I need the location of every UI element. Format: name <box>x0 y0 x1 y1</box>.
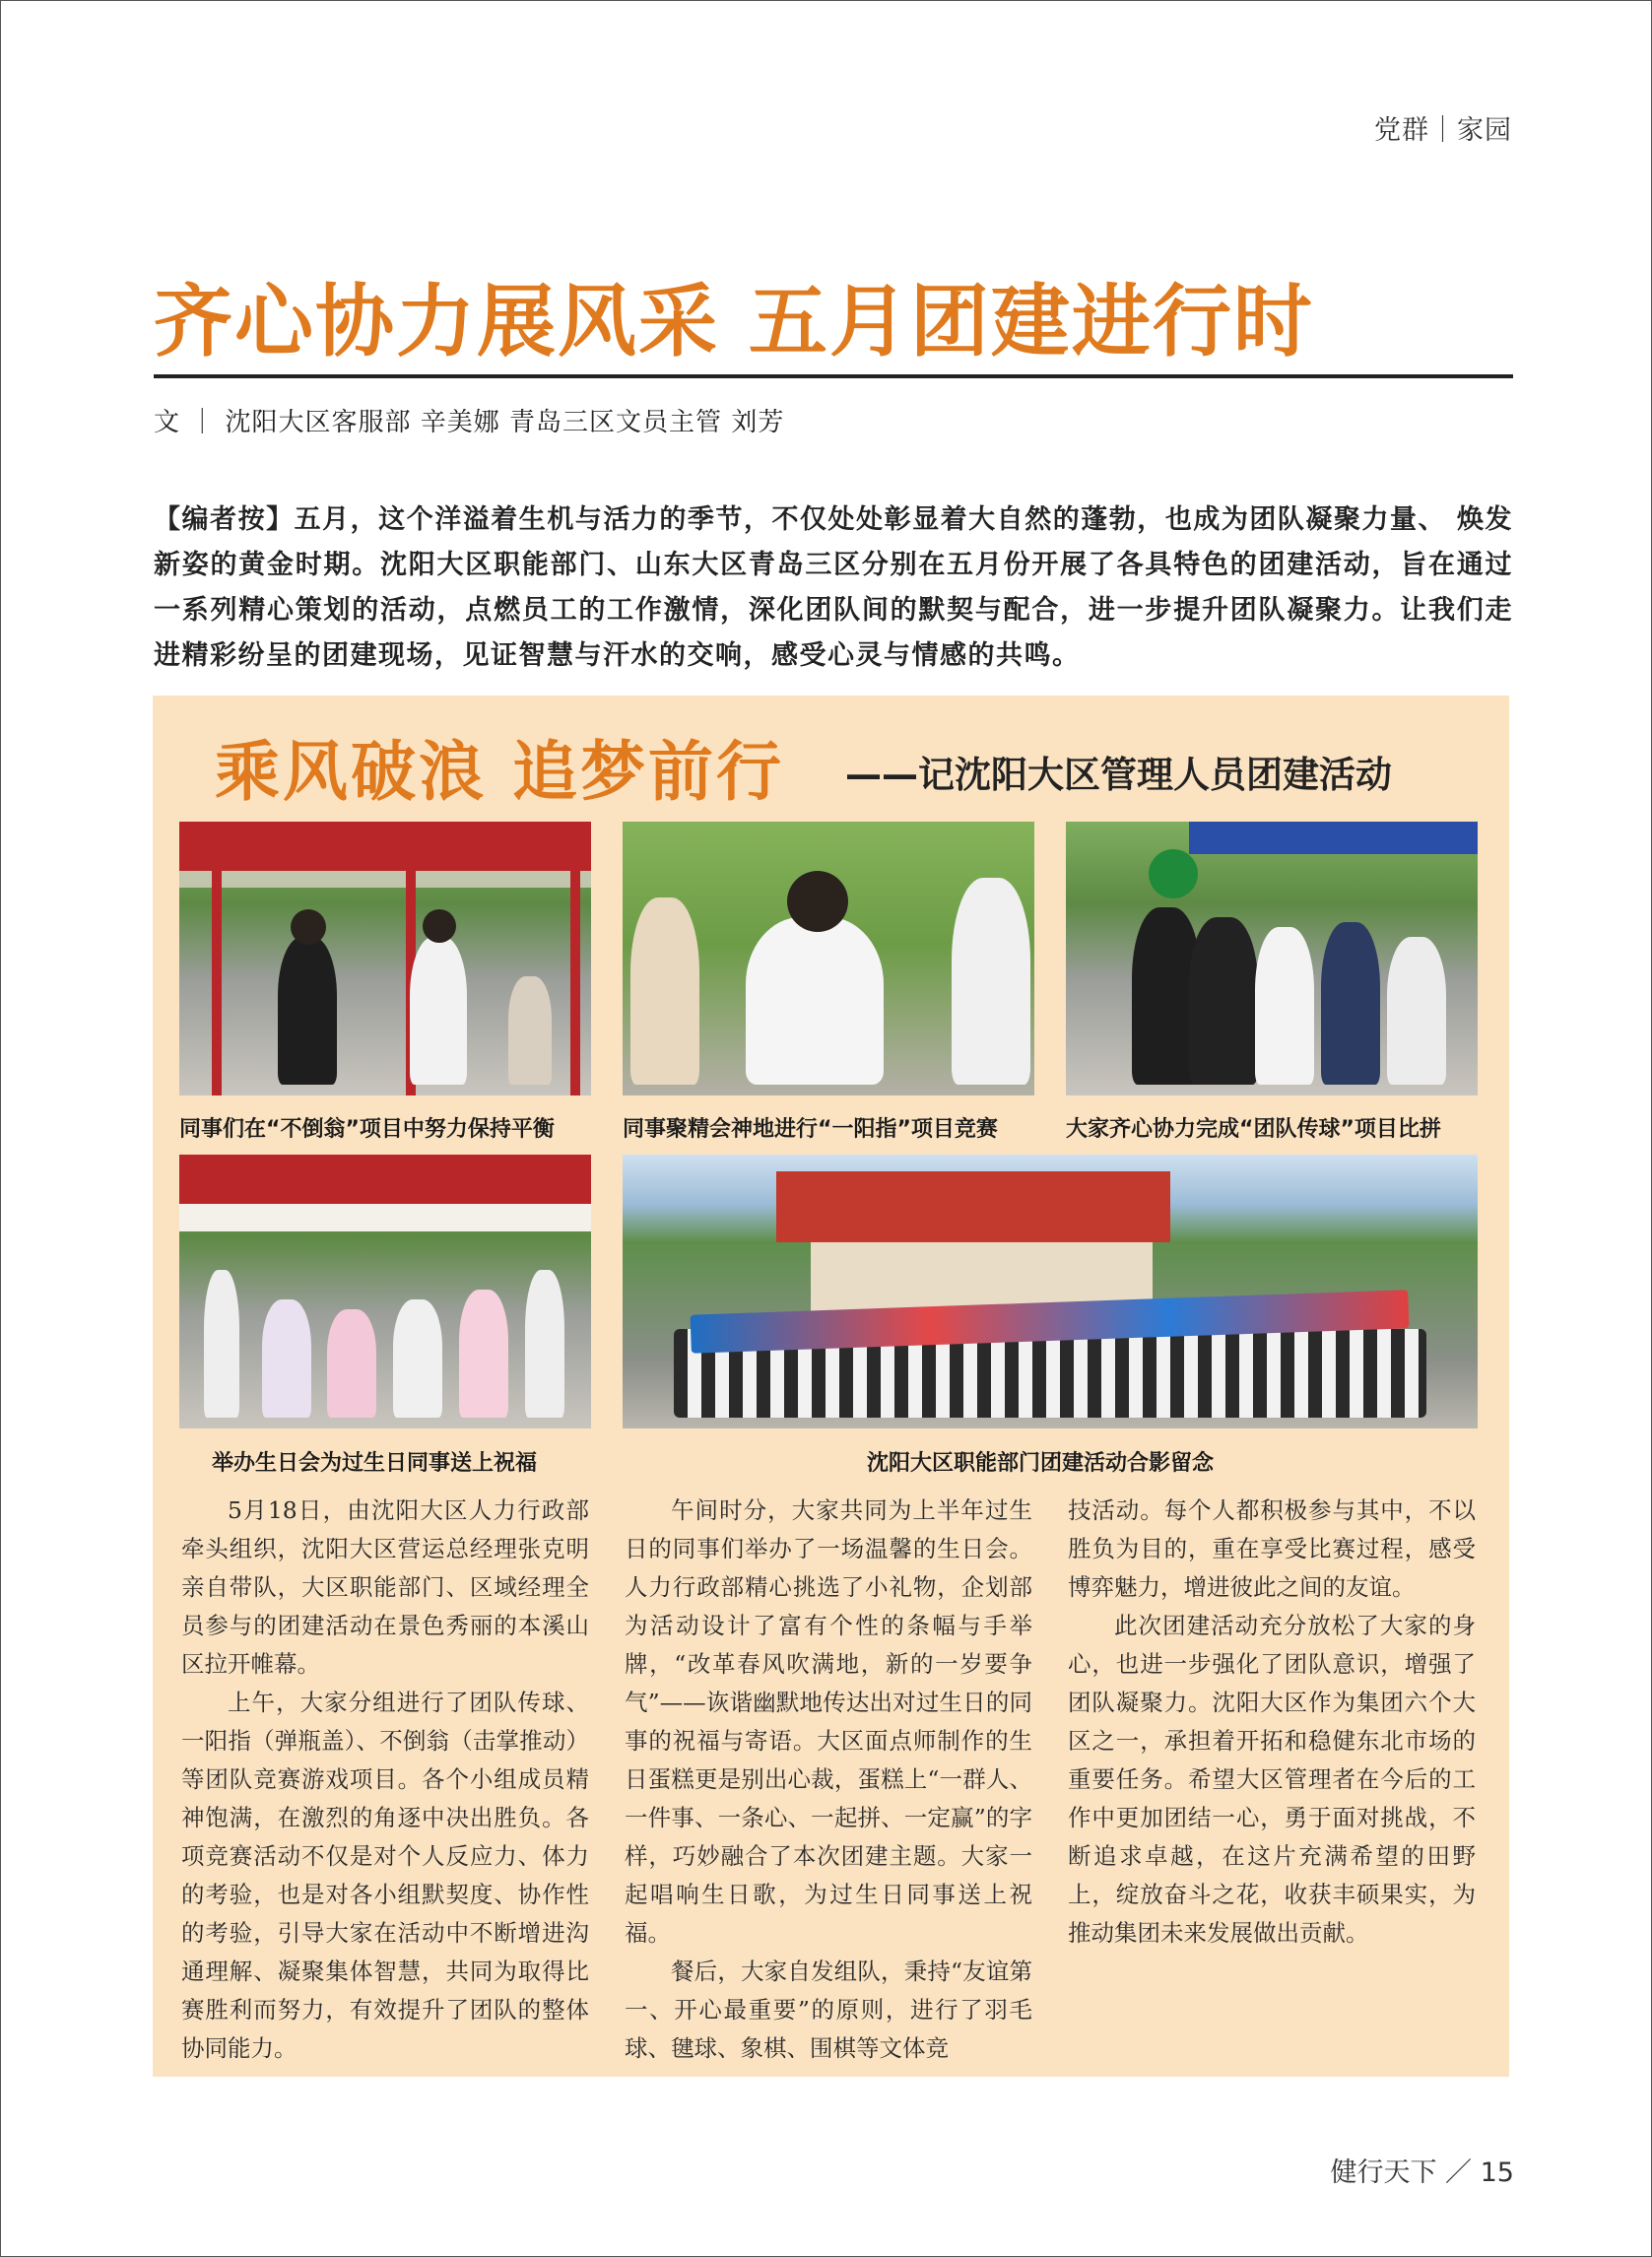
photo-birthday-party <box>179 1155 591 1428</box>
editor-note: 【编者按】五月，这个洋溢着生机与活力的季节，不仅处处彰显着大自然的蓬勃，也成为团队凝聚力量、 焕发新姿的黄金时期。沈阳大区职能部门、山东大区青岛三区分别在五月份开展了各具特色的团建活动，旨在通过一系列精心策划的活动，点燃员工的工作激情，深化团队间的默契与配合，进一步提升团队凝聚力。让我们走进精彩纷呈的团建现场，见证智慧与汗水的交响，感受心灵与情感的共鸣。 <box>154 504 1513 671</box>
photo-tumbler-game <box>179 822 591 1095</box>
paragraph: 午间时分，大家共同为上半年过生日的同事们举办了一场温馨的生日会。人力行政部精心挑选了小礼物，企划部为活动设计了富有个性的条幅与手举牌，“改革春风吹满地，新的一岁要争气”——诙谐幽默地传达出对过生日的同事的祝福与寄语。大区面点师制作的生日蛋糕更是别出心裁，蛋糕上“一群人、一件事、一条心、一起拼、一定赢”的字样，巧妙融合了本次团建主题。大家一起唱响生日歌，为过生日同事送上祝福。 <box>625 1496 1032 1947</box>
photo-bottlecap-game <box>623 822 1034 1095</box>
paragraph: 技活动。每个人都积极参与其中，不以胜负为目的，重在享受比赛过程，感受博弈魅力，增进彼此之间的友谊。 <box>1068 1496 1476 1601</box>
caption-photo-3: 大家齐心协力完成“团队传球”项目比拼 <box>1066 1117 1441 1142</box>
caption-photo-2: 同事聚精会神地进行“一阳指”项目竞赛 <box>623 1117 998 1142</box>
article-title: 齐心协力展风采 五月团建进行时 <box>154 275 1314 367</box>
body-column-1 <box>181 1492 589 2068</box>
section-tag: 党群｜家园 <box>1374 115 1512 146</box>
page-footer: 健行天下 ／ 15 <box>1330 2157 1514 2188</box>
photo-group-banner <box>623 1155 1478 1428</box>
paragraph: 餐后，大家自发组队，秉持“友谊第一、开心最重要”的原则，进行了羽毛球、毽球、象棋、围棋等文体竞 <box>625 1958 1032 2062</box>
caption-photo-4: 举办生日会为过生日同事送上祝福 <box>212 1451 538 1476</box>
body-column-2 <box>625 1492 1032 2068</box>
paragraph: 上午，大家分组进行了团队传球、一阳指（弹瓶盖）、不倒翁（击掌推动）等团队竞赛游戏项目。各个小组成员精神饱满，在激烈的角逐中决出胜负。各项竞赛活动不仅是对个人反应力、体力的考验，也是对各小组默契度、协作性的考验，引导大家在活动中不断增进沟通理解、凝聚集体智慧，共同为取得比赛胜利而努力，有效提升了团队的整体协同能力。 <box>181 1689 589 2062</box>
paragraph: 此次团建活动充分放松了大家的身心，也进一步强化了团队意识，增强了团队凝聚力。沈阳大区作为集团六个大区之一，承担着开拓和稳健东北市场的重要任务。希望大区管理者在今后的工作中更加团结一心，勇于面对挑战，不断追求卓越，在这片充满希望的田野上，绽放奋斗之花，收获丰硕果实，为推动集团未来发展做出贡献。 <box>1068 1612 1476 1947</box>
body-column-3 <box>1068 1492 1476 1953</box>
feature-subtitle: ——记沈阳大区管理人员团建活动 <box>845 754 1392 796</box>
title-divider <box>154 374 1513 378</box>
paragraph: 5月18日，由沈阳大区人力行政部牵头组织，沈阳大区营运总经理张克明亲自带队，大区职能部门、区域经理全员参与的团建活动在景色秀丽的本溪山区拉开帷幕。 <box>181 1496 589 1678</box>
feature-title: 乘风破浪 追梦前行 <box>215 733 784 810</box>
caption-photo-1: 同事们在“不倒翁”项目中努力保持平衡 <box>179 1117 555 1142</box>
caption-photo-5: 沈阳大区职能部门团建活动合影留念 <box>867 1451 1215 1476</box>
photo-ball-passing-game <box>1066 822 1478 1095</box>
byline: 文 ｜ 沈阳大区客服部 辛美娜 青岛三区文员主管 刘芳 <box>154 408 785 437</box>
